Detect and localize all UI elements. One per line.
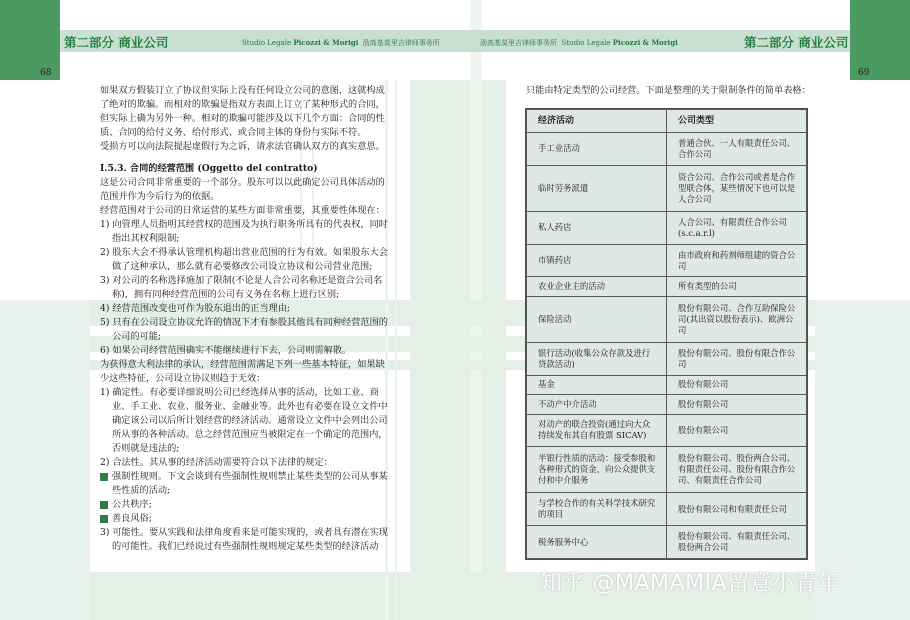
paragraph: 如果双方假装订立了协议但实际上没有任何设立公司的意图，这就构成了绝对的欺骗。而相对的欺骗是指双方表面上订立了某种形式的合同，但实际上确为另外一种。相对的欺骗可能涉及以下几个方面：合同的性质、合同的给付义务、给付形式、或合同主体的身份与实际不符。 xyxy=(100,85,385,138)
table-row xyxy=(527,375,807,394)
list-item: 2) 股东大会不得承认管理机构超出营业范围的行为有效。如果股东大会做了这种承认，那么就有必要修改公司设立协议和公司营业范围; xyxy=(100,247,388,272)
table-cell: 所有类型的公司 xyxy=(667,277,807,296)
bullet-item: 善良风俗; xyxy=(100,512,390,526)
table-cell: 股份有限公司、合作互助保险公司(其出资以股份表示)、欧洲公司 xyxy=(667,296,807,342)
table-header-row xyxy=(527,110,807,133)
table-row xyxy=(527,296,807,342)
table-cell: 与学校合作的有关科学技术研究的项目 xyxy=(527,493,667,526)
green-square-bullet-icon xyxy=(100,473,108,481)
table-cell: 保险活动 xyxy=(527,296,667,342)
paragraph: 这是公司合同非常重要的一个部分。股东可以以此确定公司具体活动的范围并作为今后行为的依据。 xyxy=(100,177,385,202)
section-title: I.5.3. 合同的经营范围 (Oggetto del contratto) xyxy=(100,163,318,174)
part-title-right: 第二部分 商业公司 xyxy=(744,35,849,50)
table-row xyxy=(527,447,807,493)
left-page-text xyxy=(100,84,390,554)
list-item: 3) 对公司的名称选择施加了限制(不论是人合公司名称还是资合公司名称)，拥有同种经营范围的公司有义务在名称上进行区别; xyxy=(100,275,383,300)
page-number-right: 69 xyxy=(858,68,870,78)
table-cell: 资合公司、合作公司或者是合作型联合体，某些情况下也可以是人合公司 xyxy=(667,165,807,211)
table-cell: 股份有限公司、有限责任公司、股份两合公司 xyxy=(667,526,807,559)
table-row xyxy=(527,414,807,447)
table-cell: 股份有限公司 xyxy=(667,375,807,394)
table-row xyxy=(527,342,807,375)
table-cell: 税务服务中心 xyxy=(527,526,667,559)
paragraph: 经营范围对于公司的日常运营的某些方面非常重要，其重要性体现在： xyxy=(100,205,385,216)
table-cell: 由市政府和药剂师组建的资合公司 xyxy=(667,244,807,277)
list-item: 2) 合法性。其从事的经济活动需要符合以下法律的规定： xyxy=(100,457,333,468)
list-item: 4) 经营范围改变也可作为股东退出的正当理由; xyxy=(100,303,291,314)
table-row xyxy=(527,526,807,559)
part-title-left: 第二部分 商业公司 xyxy=(64,35,169,50)
bullet-item: 公共秩序; xyxy=(100,498,390,512)
list-item: 1) 确定性。有必要详细说明公司已经选择从事的活动，比如工业、商业、手工业、农业、服务业、金融业等。此外也有必要在设立文件中确定该公司以后所计划经营的经济活动。通常设立文件中会列出公司所从事的各种活动。总之经营范围应当被限定在一个确定的范围内，否则就是违法的; xyxy=(100,387,388,454)
table-cell: 半银行性质的活动：接受参股和各种形式的资金，向公众提供支付和中介服务 xyxy=(527,447,667,493)
table-cell: 农业企业主的活动 xyxy=(527,277,667,296)
table-cell: 基金 xyxy=(527,375,667,394)
list-item: 1) 向管理人员指明其经营权的范围及为执行职务所具有的代表权，同时指出其权利限制; xyxy=(100,219,388,244)
table-cell: 普通合伙、一人有限责任公司、合作公司 xyxy=(667,133,807,166)
table-cell: 私人药店 xyxy=(527,211,667,244)
table-row xyxy=(527,395,807,414)
bg-thin-line xyxy=(395,80,397,620)
table-row xyxy=(527,244,807,277)
table-row xyxy=(527,165,807,211)
table-cell: 对动产的联合投资(通过向大众持续发布其自有股票 SICAV) xyxy=(527,414,667,447)
table-cell: 股份有限公司、股份有限合作公司 xyxy=(667,342,807,375)
list-item: 3) 可能性。要从实践和法律角度看来是可能实现的，或者具有潜在实现的可能性。我们已经说过有些强制性规则规定某些类型的经济活动 xyxy=(100,527,388,552)
paragraph: 为获得意大利法律的承认，经营范围需满足下列一些基本特征，如果缺少这些特征，公司设立协议则趋于无效： xyxy=(100,359,385,384)
green-square-bullet-icon xyxy=(100,515,108,523)
table-cell: 临时劳务派遣 xyxy=(527,165,667,211)
bullet-item: 强制性规则。下文会谈到有些强制性规则禁止某些类型的公司从事某些性质的活动; xyxy=(100,470,390,498)
table-cell: 人合公司、有限责任合作公司 (s.c.a.r.l) xyxy=(667,211,807,244)
table-cell: 银行活动(收集公众存款及进行贷款活动) xyxy=(527,342,667,375)
table-cell: 股份有限公司和有限责任公司 xyxy=(667,493,807,526)
column-header: 公司类型 xyxy=(667,110,807,133)
table-row xyxy=(527,493,807,526)
right-page-intro: 只能由特定类型的公司经营。下面是整理的关于限制条件的简单表格： xyxy=(526,85,811,96)
paragraph: 受损方可以向法院提起虚假行为之诉，请求法官确认双方的真实意思。 xyxy=(100,141,385,152)
list-item: 5) 只有在公司设立协议允许的情况下才有参股其他具有同种经营范围的公司的可能; xyxy=(100,317,388,342)
table-row xyxy=(527,133,807,166)
table-row xyxy=(527,277,807,296)
table-cell: 市镇药店 xyxy=(527,244,667,277)
column-header: 经济活动 xyxy=(527,110,667,133)
table-cell: 股份有限公司 xyxy=(667,395,807,414)
studio-name-left: Studio Legale Picozzi & Morigi 劭高基莫里吉律师事务所 xyxy=(242,38,440,47)
list-item: 6) 如果公司经营范围确实不能继续进行下去，公司则需解散。 xyxy=(100,345,352,356)
table-cell: 股份有限公司 xyxy=(667,414,807,447)
restriction-table xyxy=(525,108,808,560)
table-cell: 不动产中介活动 xyxy=(527,395,667,414)
table-cell: 股份有限公司、股份两合公司、有限责任公司、股份有限合作公司、有限责任合作公司 xyxy=(667,447,807,493)
watermark-text: 知乎 @MAMAMIA留意小青年 xyxy=(540,571,840,596)
green-square-bullet-icon xyxy=(100,501,108,509)
bg-vertical-stripe xyxy=(0,300,90,620)
page-number-left: 68 xyxy=(40,68,52,78)
table-cell: 手工业活动 xyxy=(527,133,667,166)
studio-name-right: 劭高基莫里吉律师事务所 Studio Legale Picozzi & Morigi xyxy=(480,38,678,47)
table-row xyxy=(527,211,807,244)
